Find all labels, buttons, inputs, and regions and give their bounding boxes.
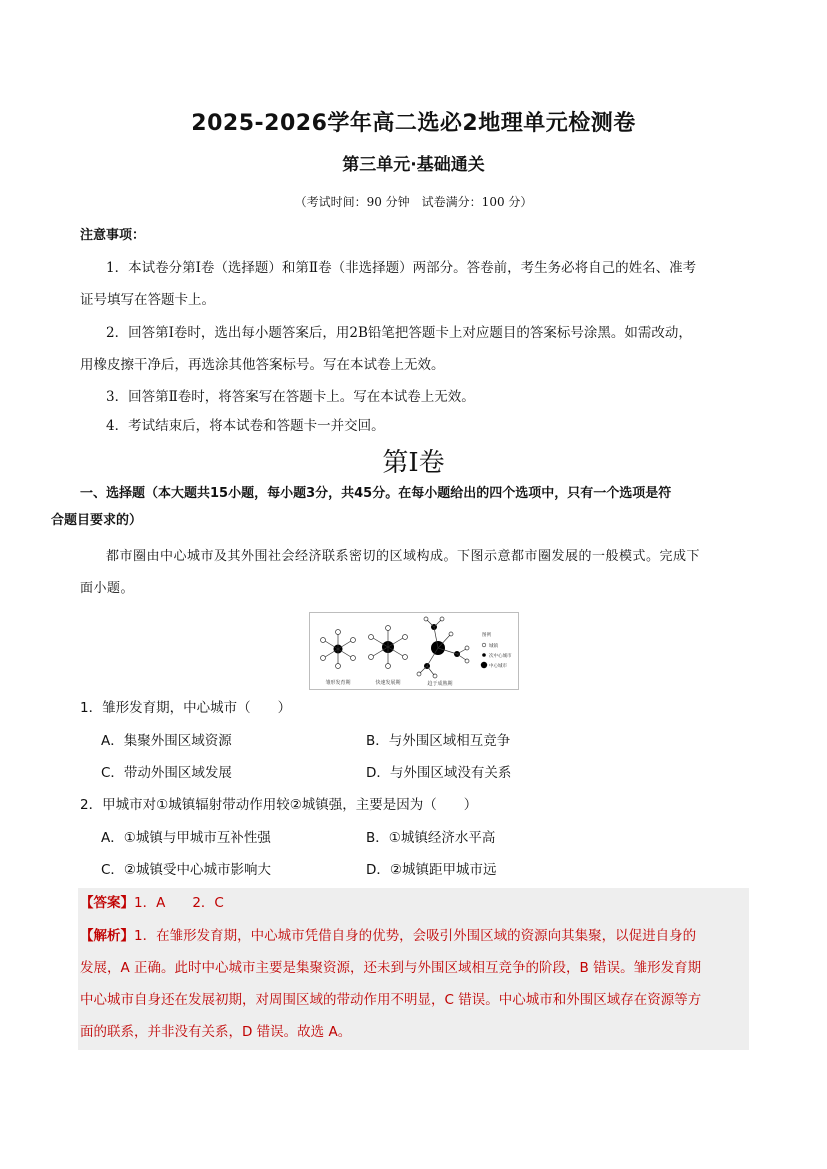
figure-legend	[481, 631, 512, 669]
question-1-stem: 1．雏形发育期，中心城市（ ）	[80, 700, 292, 716]
town-marker	[369, 635, 374, 640]
town-marker	[386, 664, 391, 669]
analysis-line-1	[80, 926, 696, 946]
stage-1-diagram	[321, 630, 356, 669]
town-marker	[465, 646, 469, 650]
passage-text: 都市圈由中心城市及其外围社会经济联系密切的区域构成。下图示意都市圈发展的一般模式。完成下	[106, 549, 701, 564]
town-marker	[440, 617, 444, 621]
section-title: 第Ⅰ卷	[382, 448, 445, 478]
legend-subcenter: 次中心城市	[489, 654, 512, 659]
notice-item-2: 2．回答第Ⅰ卷时，选出每小题答案后，用2B铅笔把答题卡上对应题目的答案标号涂黑。如需改动，	[106, 325, 692, 341]
question-2-option-c: C．②城镇受中心城市影响大	[101, 862, 272, 878]
stage-3-diagram	[417, 617, 469, 678]
town-marker	[403, 635, 408, 640]
town-marker	[369, 655, 374, 660]
notice-item-4: 4．考试结束后，将本试卷和答题卡一并交回。	[106, 418, 385, 434]
town-marker	[424, 617, 428, 621]
exam-title: 2025-2026学年高二选必2地理单元检测卷	[191, 111, 636, 136]
question-1-option-c: C．带动外围区域发展	[101, 765, 232, 781]
question-1-option-a: A．集聚外围区域资源	[101, 733, 232, 749]
metro-model-figure	[309, 612, 519, 690]
stage-2-diagram	[369, 626, 408, 669]
exam-info: （考试时间：90 分钟 试卷满分：100 分）	[294, 195, 533, 209]
town-marker	[321, 656, 326, 661]
metro-model-diagram	[310, 613, 518, 689]
passage-text-cont: 面小题。	[80, 581, 135, 596]
town-marker	[321, 638, 326, 643]
notice-item-2-cont: 用橡皮擦干净后，再选涂其他答案标号。写在本试卷上无效。	[80, 357, 445, 373]
section-intro-cont: 合题目要求的）	[51, 513, 143, 528]
legend-town: 城镇	[489, 644, 498, 649]
town-marker	[336, 664, 341, 669]
notice-item-3: 3．回答第Ⅱ卷时，将答案写在答题卡上。写在本试卷上无效。	[106, 389, 475, 405]
town-marker	[433, 674, 437, 678]
legend-title: 图例	[482, 633, 491, 638]
legend-subcenter-icon	[482, 653, 486, 657]
section-intro: 一、选择题（本大题共15小题，每小题3分，共45分。在每小题给出的四个选项中，只有一个选项是符	[80, 486, 672, 501]
stage-label-1: 雏形发育期	[325, 680, 351, 686]
legend-town-icon	[482, 643, 486, 647]
notice-item-1-cont: 证号填写在答题卡上。	[80, 292, 215, 308]
legend-central-icon	[481, 662, 487, 668]
question-2-option-d: D．②城镇距甲城市远	[366, 862, 497, 878]
town-marker	[351, 638, 356, 643]
notice-heading: 注意事项：	[80, 228, 146, 243]
town-marker	[417, 672, 421, 676]
town-marker	[465, 659, 469, 663]
question-2-option-b: B．①城镇经济水平高	[366, 830, 496, 846]
analysis-text-1: 1．在雏形发育期，中心城市凭借自身的优势，会吸引外围区域的资源向其集聚，以促进自身的	[134, 928, 697, 944]
legend-central: 中心城市	[489, 664, 507, 669]
notice-item-1: 1．本试卷分第Ⅰ卷（选择题）和第Ⅱ卷（非选择题）两部分。答卷前，考生务必将自己的姓名、准考	[106, 260, 697, 276]
analysis-line-3: 中心城市自身还在发展初期，对周围区域的带动作用不明显，C 错误。中心城市和外围区域存在资源等方	[80, 992, 702, 1008]
question-1-option-b: B．与外围区域相互竞争	[366, 733, 511, 749]
stage-label-3: 趋于成熟期	[427, 681, 453, 687]
answer-text: 1．A 2．C	[134, 895, 224, 911]
town-marker	[336, 630, 341, 635]
exam-subtitle: 第三单元·基础通关	[342, 155, 485, 175]
analysis-line-4: 面的联系，并非没有关系，D 错误。故选 A。	[80, 1024, 352, 1040]
answer-line	[80, 893, 224, 913]
answer-label: 【答案】	[80, 895, 134, 911]
stage-label-2: 快速发展期	[375, 680, 401, 686]
town-marker	[403, 655, 408, 660]
question-1-option-d: D．与外围区域没有关系	[366, 765, 512, 781]
town-marker	[386, 626, 391, 631]
town-marker	[449, 632, 453, 636]
analysis-label: 【解析】	[80, 928, 134, 944]
question-2-stem: 2．甲城市对①城镇辐射带动作用较②城镇强，主要是因为（ ）	[80, 797, 478, 813]
town-marker	[351, 656, 356, 661]
analysis-line-2: 发展，A 正确。此时中心城市主要是集聚资源，还未到与外围区域相互竞争的阶段，B 错误。雏形发育期	[80, 960, 702, 976]
question-2-option-a: A．①城镇与甲城市互补性强	[101, 830, 271, 846]
